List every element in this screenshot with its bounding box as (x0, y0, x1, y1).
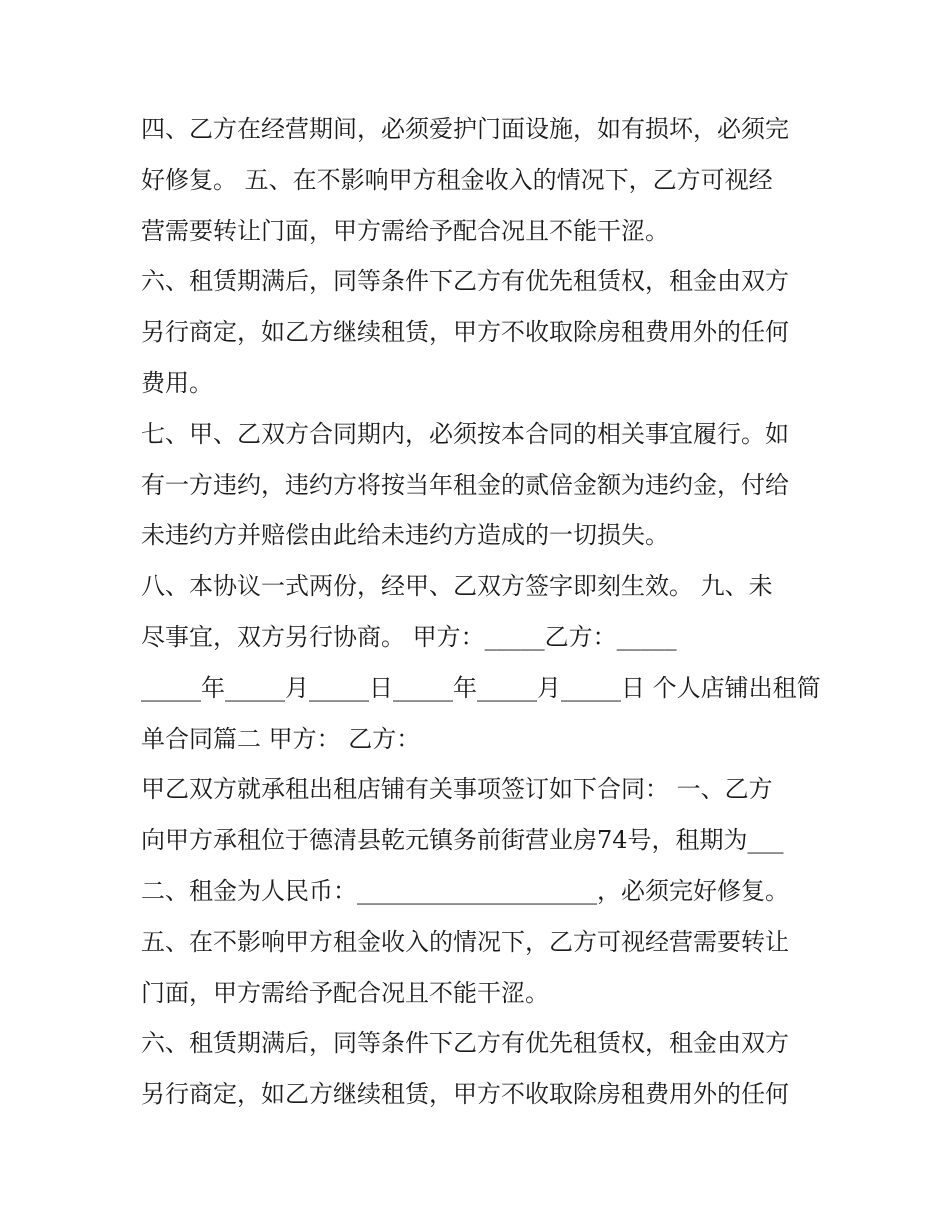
text-line: 单合同篇二 甲方： 乙方： (141, 724, 421, 753)
text-line: 四、乙方在经营期间，必须爱护门面设施，如有损坏，必须完 (141, 115, 789, 143)
text-line: 八、本协议一式两份，经甲、乙双方签字即刻生效。 九、未 (141, 572, 773, 601)
text-line: 五、在不影响甲方租金收入的情况下，乙方可视经营需要转让 (141, 927, 789, 956)
text-line: 好修复。 五、在不影响甲方租金收入的情况下，乙方可视经 (141, 165, 773, 194)
text-line: 有一方违约，违约方将按当年租金的贰倍金额为违约金，付给 (141, 470, 789, 499)
text-line: 营需要转让门面，甲方需给予配合况且不能干涩。 (141, 216, 669, 245)
text-line: 未违约方并赔偿由此给未违约方造成的一切损失。 (141, 521, 669, 550)
text-line: 二、租金为人民币：____________________，必须完好修复。 (141, 876, 789, 905)
text-line: 六、租赁期满后，同等条件下乙方有优先租赁权，租金由双方 (141, 1029, 789, 1058)
text-line: 六、租赁期满后，同等条件下乙方有优先租赁权，租金由双方 (141, 267, 789, 296)
contract-body-text (141, 104, 821, 1120)
text-line: 门面，甲方需给予配合况且不能干涩。 (141, 978, 549, 1007)
text-line: 另行商定，如乙方继续租赁，甲方不收取除房租费用外的任何 (141, 1080, 789, 1109)
text-line: _____年_____月_____日_____年_____月_____日 个人店铺出租简 (141, 673, 821, 702)
text-line: 尽事宜，双方另行协商。 甲方：_____乙方：_____ (141, 622, 677, 651)
text-line: 向甲方承租位于德清县乾元镇务前街营业房74号，租期为___ (141, 826, 784, 855)
text-line: 另行商定，如乙方继续租赁，甲方不收取除房租费用外的任何 (141, 318, 789, 347)
text-line: 甲乙双方就承租出租店铺有关事项签订如下合同： 一、乙方 (141, 775, 773, 804)
text-line: 费用。 (141, 368, 213, 397)
text-line: 七、甲、乙双方合同期内，必须按本合同的相关事宜履行。如 (141, 419, 789, 448)
